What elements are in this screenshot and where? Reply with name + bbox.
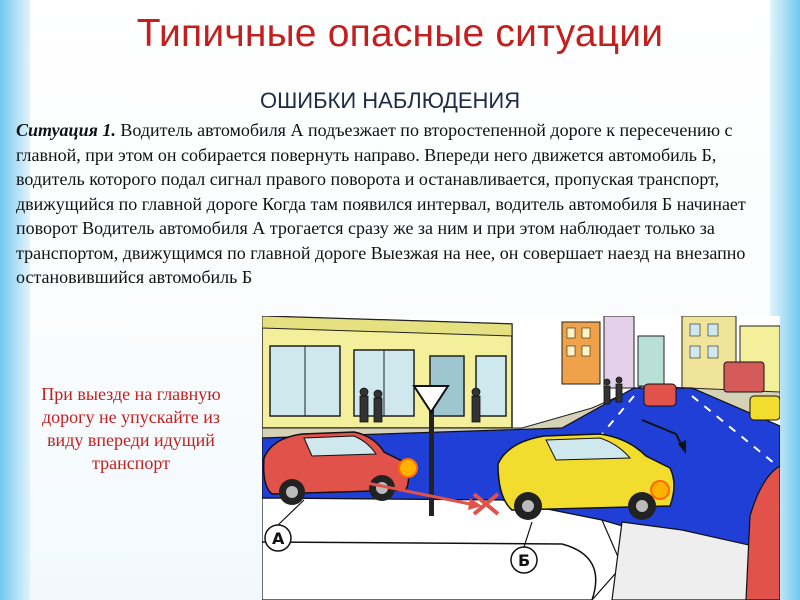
car-b-label: Б <box>518 551 531 570</box>
safety-advice: При выезде на главную дорогу не упускайте из виду впереди идущий транспорт <box>41 384 221 473</box>
intersection-scene <box>262 316 780 600</box>
situation-text: Водитель автомобиля А подъезжает по второстепенной дороге к пересечению с главной, при этом он собирается повернуть направо. Впереди него движется автомобиль Б, водитель которого подал сигнал правого поворота и останавливается, пропуская транспорт, движущийся по главной дороге Когда там появился интервал, водитель автомобиля Б начинает поворот Водитель автомобиля А трогается сразу же за ним и при этом наблюдает только за транспортом, движущимся по главной дороге Выезжая на нее, он совершает наезд на внезапно остановившийся автомобиль Б <box>16 120 746 287</box>
situation-description <box>16 118 786 290</box>
traffic-illustration <box>262 316 780 600</box>
slide-title: Типичные опасные ситуации <box>136 12 664 55</box>
situation-label: Ситуация 1. <box>16 120 116 140</box>
car-a-label: А <box>272 529 285 548</box>
background-gradient-left <box>0 0 30 600</box>
slide-subtitle: ОШИБКИ НАБЛЮДЕНИЯ <box>260 88 521 113</box>
